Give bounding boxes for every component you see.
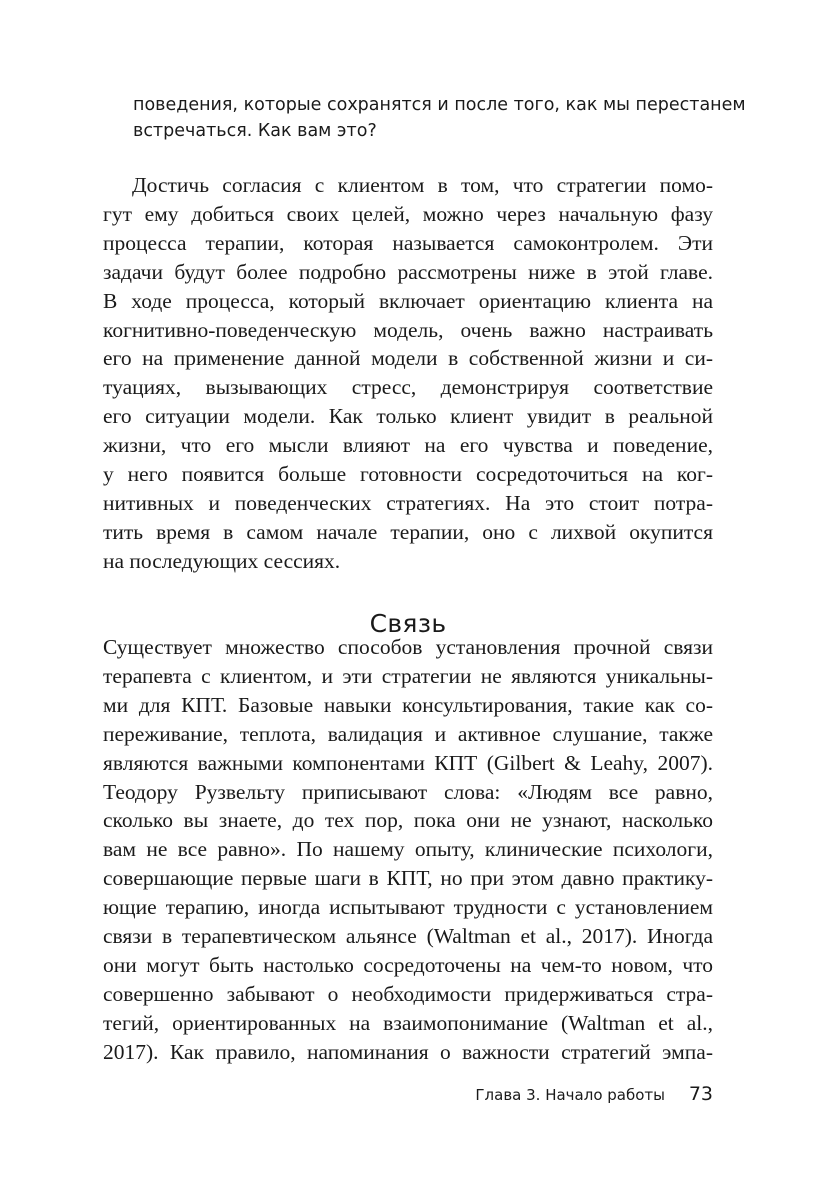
- text-line: Достичь согласия с клиентом в том, что стратегии помо-: [132, 173, 713, 197]
- text-line: туациях, вызывающих стресс, демонстрируя соответствие: [103, 375, 713, 400]
- text-line: связи в терапевтическом альянсе (Waltman et al., 2017). Иногда: [103, 924, 713, 949]
- text-line: жизни, что его мысли влияют на его чувства и поведение,: [103, 433, 713, 458]
- section-heading: Связь: [369, 608, 447, 638]
- page-number: 73: [688, 1083, 713, 1105]
- text-line: у него появится больше готовности сосредоточиться на ког-: [103, 462, 713, 487]
- text-line: тить время в самом начале терапии, оно с лихвой окупится: [103, 519, 713, 544]
- text-line: ми для КПТ. Базовые навыки консультирования, такие как со-: [103, 692, 713, 717]
- text-line: гут ему добиться своих целей, можно через начальную фазу: [103, 201, 713, 226]
- body-paragraph-2: [103, 633, 713, 1067]
- text-line: тегий, ориентированных на взаимопонимание (Waltman et al.,: [103, 1010, 713, 1035]
- text-line: нитивных и поведенческих стратегиях. На это стоит потра-: [103, 490, 713, 515]
- dialog-line: поведения, которые сохранятся и после того, как мы перестанем: [133, 95, 746, 115]
- text-line: его ситуации модели. Как только клиент увидит в реальной: [103, 404, 713, 429]
- page-footer: [103, 1082, 713, 1106]
- text-line: процесса терапии, которая называется самоконтролем. Эти: [103, 230, 713, 255]
- text-line: совершенно забывают о необходимости придерживаться стра-: [103, 981, 713, 1006]
- text-line: являются важными компонентами КПТ (Gilbert & Leahy, 2007).: [103, 750, 713, 775]
- text-line: ющие терапию, иногда испытывают трудности с установлением: [103, 895, 713, 920]
- text-line: 2017). Как правило, напоминания о важности стратегий эмпа-: [103, 1039, 713, 1064]
- dialog-excerpt: [133, 92, 746, 144]
- text-line: Теодору Рузвельту приписывают слова: «Людям все равно,: [103, 779, 713, 804]
- running-footer-chapter: Глава 3. Начало работы: [475, 1086, 665, 1104]
- text-line: когнитивно-поведенческую модель, очень важно настраивать: [103, 317, 713, 342]
- text-line: его на применение данной модели в собственной жизни и си-: [103, 346, 713, 371]
- text-line: сколько вы знаете, до тех пор, пока они не узнают, насколько: [103, 808, 713, 833]
- text-line: Существует множество способов установления прочной связи: [103, 635, 713, 659]
- text-line: переживание, теплота, валидация и активное слушание, также: [103, 721, 713, 746]
- body-paragraph-1: [103, 171, 713, 576]
- text-line: В ходе процесса, который включает ориентацию клиента на: [103, 288, 713, 313]
- text-line: вам не все равно». По нашему опыту, клинические психологи,: [103, 837, 713, 862]
- text-line: на последующих сессиях.: [103, 548, 341, 573]
- text-line: совершающие первые шаги в КПТ, но при этом давно практику-: [103, 866, 713, 891]
- text-line: они могут быть настолько сосредоточены на чем-то новом, что: [103, 952, 713, 977]
- text-line: терапевта с клиентом, и эти стратегии не являются уникальны-: [103, 663, 713, 688]
- dialog-line: встречаться. Как вам это?: [133, 121, 377, 141]
- text-line: задачи будут более подробно рассмотрены ниже в этой главе.: [103, 259, 713, 284]
